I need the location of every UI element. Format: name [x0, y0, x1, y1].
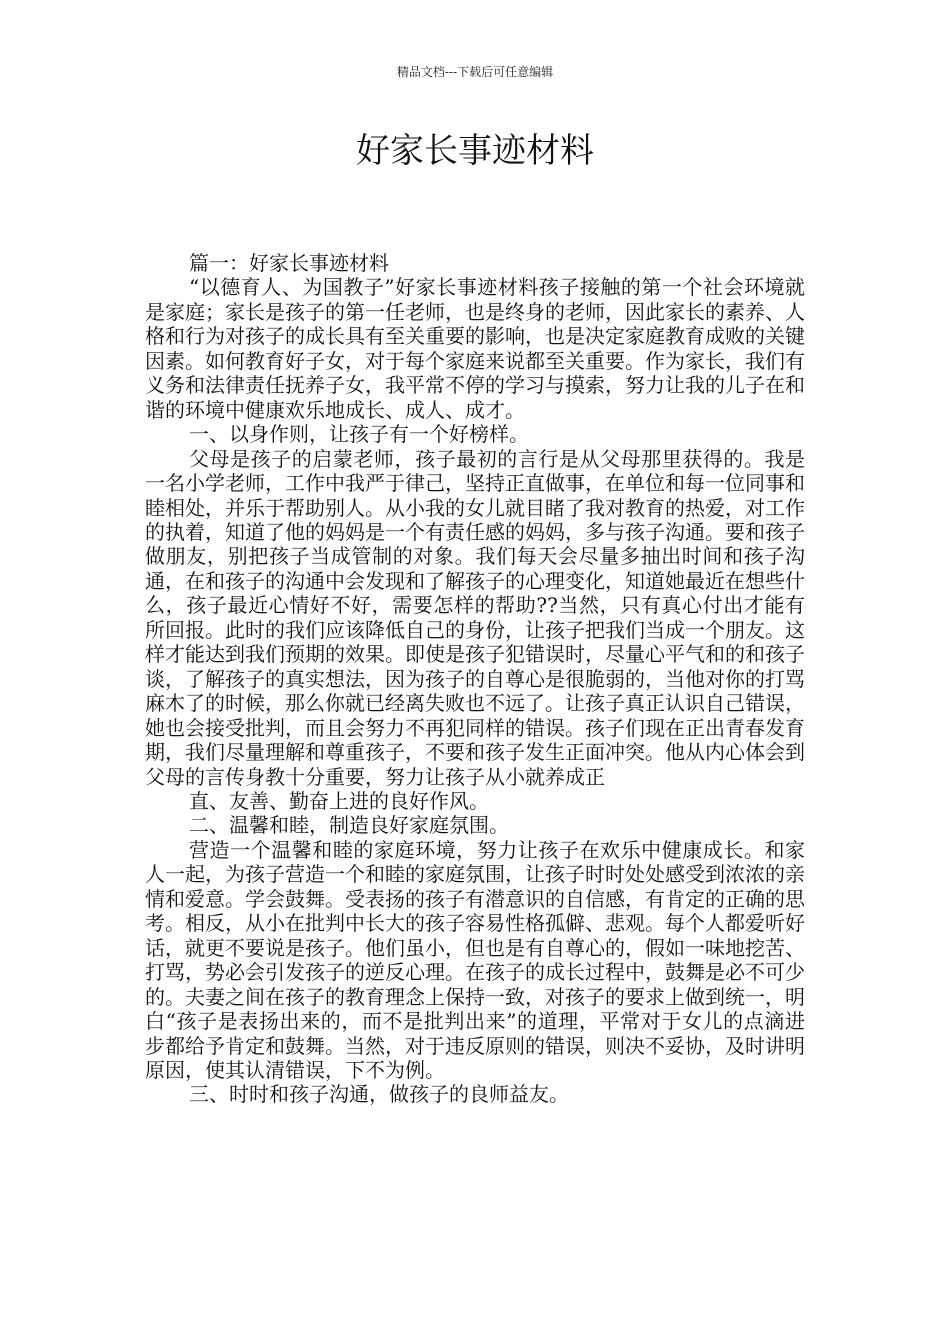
lead-by-example-continuation: 直、友善、勤奋上进的良好作风。 — [189, 788, 489, 813]
lead-by-example-paragraph: 父母是孩子的启蒙老师，孩子最初的言行是从父母那里获得的。我是一名小学老师，工作中我严于律己，坚持正直做事，在单位和每一位同事和睦相处，并乐于帮助别人。从小我的女儿就目睹了我对教育的热爱，对工作的执着，知道了他的妈妈是一个有责任感的妈妈，多与孩子沟通。要和孩子做朋友，别把孩子当成管制的对象。我们每天会尽量多抽出时间和孩子沟通，在和孩子的沟通中会发现和了解孩子的心理变化，知道她最近在想些什么，孩子最近心情好不好，需要怎样的帮助??当然，只有真心付出才能有所回报。此时的我们应该降低自己的身份，让孩子把我们当成一个朋友。这样才能达到我们预期的效果。即使是孩子犯错误时，尽量心平气和的和孩子谈，了解孩子的真实想法，因为孩子的自尊心是很脆弱的，当他对你的打骂麻木了的时候，那么你就已经离失败也不远了。让孩子真正认识自己错误，她也会接受批判，而且会努力不再犯同样的错误。孩子们现在正出青春发育期，我们尽量理解和尊重孩子，不要和孩子发生正面冲突。他从内心体会到父母的言传身教十分重要，努力让孩子从小就养成正 — [145, 446, 805, 789]
warm-family-paragraph: 营造一个温馨和睦的家庭环境，努力让孩子在欢乐中健康成长。和家人一起，为孩子营造一个和睦的家庭氛围，让孩子时时处处感受到浓浓的亲情和爱意。学会鼓舞。受表扬的孩子有潜意识的自信感，有肯定的正确的思考。相反，从小在批判中长大的孩子容易性格孤僻、悲观。每个人都爱听好话，就更不要说是孩子。他们虽小，但也是有自尊心的，假如一味地挖苦、打骂，势必会引发孩子的逆反心理。在孩子的成长过程中，鼓舞是必不可少的。夫妻之间在孩子的教育理念上保持一致，对孩子的要求上做到统一，明白“孩子是表扬出来的，而不是批判出来”的道理，平常对于女儿的点滴进步都给予肯定和鼓舞。当然，对于违反原则的错误，则决不妥协，及时讲明原因，使其认清错误，下不为例。 — [145, 837, 805, 1082]
running-header: 精品文档---下载后可任意编辑 — [396, 65, 554, 79]
document-body — [145, 251, 805, 1107]
section-heading-communication: 三、时时和孩子沟通，做孩子的良师益友。 — [189, 1082, 569, 1107]
section-heading-lead-by-example: 一、以身作则，让孩子有一个好榜样。 — [189, 422, 529, 447]
intro-paragraph: “以德育人、为国教子”好家长事迹材料孩子接触的第一个社会环境就是家庭；家长是孩子的第一任老师，也是终身的老师，因此家长的素养、人格和行为对孩子的成长具有至关重要的影响，也是决定家庭教育成败的关键因素。如何教育好子女，对于每个家庭来说都至关重要。作为家长，我们有义务和法律责任抚养子女，我平常不停的学习与摸索，努力让我的儿子在和谐的环境中健康欢乐地成长、成人、成才。 — [145, 275, 805, 422]
section-heading-part-one: 篇一：好家长事迹材料 — [189, 251, 389, 275]
document-title: 好家长事迹材料 — [356, 131, 594, 171]
section-heading-warm-family: 二、温馨和睦，制造良好家庭氛围。 — [189, 813, 509, 838]
